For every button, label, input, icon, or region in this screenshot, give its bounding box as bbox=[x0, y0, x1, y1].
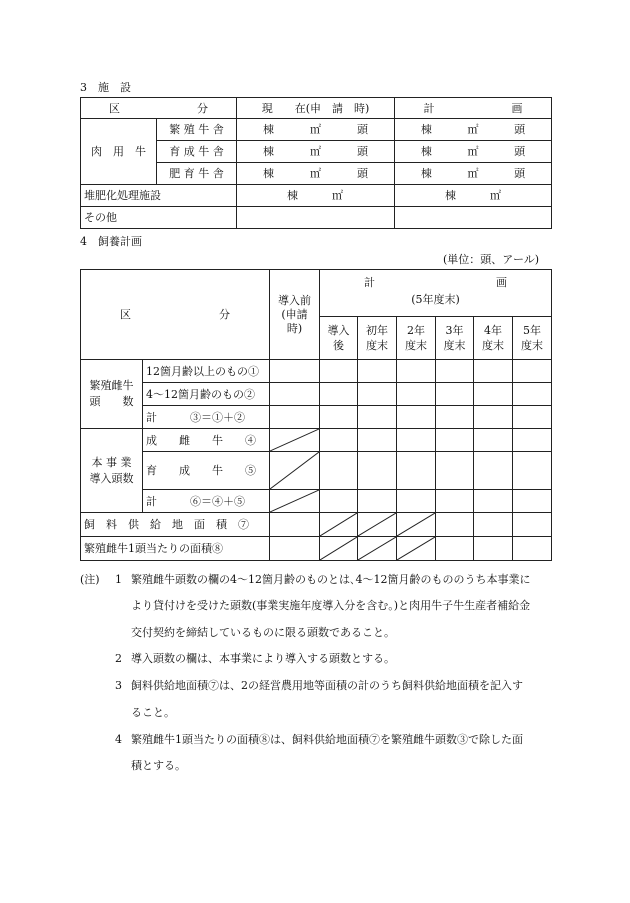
diagonal-cell bbox=[320, 513, 358, 537]
facility-plan-cell: 棟 ㎡ 頭 bbox=[395, 141, 552, 163]
other-plan-cell bbox=[395, 207, 552, 229]
facility-current-cell: 棟 ㎡ 頭 bbox=[237, 119, 395, 141]
plan-row-label: 12箇月齢以上のもの① bbox=[143, 360, 270, 383]
plan-row-label: 4～12箇月齢のもの② bbox=[143, 383, 270, 406]
plan-col-header: 5年 度末 bbox=[513, 317, 552, 360]
note-line: 交付契約を締結しているものに限る頭数であること。 bbox=[131, 626, 395, 639]
compost-current-cell: 棟 ㎡ bbox=[237, 185, 395, 207]
other-facility-label: その他 bbox=[81, 207, 237, 229]
facilities-header-category: 区 分 bbox=[81, 98, 237, 119]
note-line: 飼料供給地面積⑦は、2の経営農用地等面積の計のうち飼料供給地面積を記入す bbox=[131, 679, 523, 692]
facility-current-cell: 棟 ㎡ 頭 bbox=[237, 141, 395, 163]
diagonal-cell bbox=[358, 537, 397, 561]
note-line: 繁殖雌牛1頭当たりの面積⑧は、飼料供給地面積⑦を繁殖雌牛頭数③で除した面 bbox=[131, 733, 523, 746]
other-current-cell bbox=[237, 207, 395, 229]
plan-col-header: 3年 度末 bbox=[436, 317, 474, 360]
facilities-group-label: 肉 用 牛 bbox=[81, 119, 157, 185]
plan-col-header: 導入 後 bbox=[320, 317, 358, 360]
plan-col-header: 2年 度末 bbox=[397, 317, 436, 360]
diagonal-cell bbox=[397, 537, 436, 561]
compost-plan-cell: 棟 ㎡ bbox=[395, 185, 552, 207]
diagonal-cell bbox=[358, 513, 397, 537]
section3-title: 3 施 設 bbox=[80, 81, 131, 94]
facilities-header-plan: 計 画 bbox=[395, 98, 552, 119]
facilities-table bbox=[80, 97, 552, 229]
note-line: 導入頭数の欄は、本事業により導入する頭数とする。 bbox=[131, 652, 395, 665]
facility-row-label: 繁 殖 牛 舎 bbox=[157, 119, 237, 141]
breeding-plan-table bbox=[80, 269, 552, 561]
note-number: 4 bbox=[115, 733, 122, 746]
facility-current-cell: 棟 ㎡ 頭 bbox=[237, 163, 395, 185]
facilities-header-current: 現 在(申 請 時) bbox=[237, 98, 395, 119]
section4-title: 4 飼養計画 bbox=[80, 235, 142, 248]
facility-row-label: 肥 育 牛 舎 bbox=[157, 163, 237, 185]
plan-row-label: 計 ③＝①＋② bbox=[143, 406, 270, 429]
plan-header-category: 区 分 bbox=[81, 270, 270, 360]
facility-plan-cell: 棟 ㎡ 頭 bbox=[395, 119, 552, 141]
note-line: 積とする。 bbox=[131, 759, 186, 772]
facility-row-label: 育 成 牛 舎 bbox=[157, 141, 237, 163]
plan-col-header: 初年 度末 bbox=[358, 317, 397, 360]
notes-label: (注) bbox=[80, 573, 100, 586]
group-introduced: 本 事 業 導入頭数 bbox=[81, 429, 143, 513]
plan-header-before: 導入前 (申請 時) bbox=[270, 270, 320, 360]
note-line: 繁殖雌牛頭数の欄の4～12箇月齢のものとは､4～12箇月齢のもののうち本事業に bbox=[131, 573, 531, 586]
note-number: 1 bbox=[115, 573, 122, 586]
per-head-area-label: 繁殖雌牛1頭当たりの面積⑧ bbox=[81, 537, 270, 561]
plan-row-label: 計 ⑥＝④＋⑤ bbox=[143, 490, 270, 513]
plan-header-plan: 計 画 (5年度末) bbox=[320, 270, 552, 317]
diagonal-cell bbox=[270, 429, 320, 452]
note-line: より貸付けを受けた頭数(事業実施年度導入分を含む｡)と肉用牛子牛生産者補給金 bbox=[131, 599, 531, 612]
note-number: 3 bbox=[115, 679, 122, 692]
unit-label: (単位：頭、アール) bbox=[443, 253, 540, 266]
diagonal-cell bbox=[320, 537, 358, 561]
diagonal-cell bbox=[397, 513, 436, 537]
plan-col-header: 4年 度末 bbox=[474, 317, 513, 360]
diagonal-cell bbox=[270, 490, 320, 513]
facility-plan-cell: 棟 ㎡ 頭 bbox=[395, 163, 552, 185]
note-number: 2 bbox=[115, 652, 122, 665]
diagonal-cell bbox=[270, 452, 320, 490]
feed-area-label: 飼 料 供 給 地 面 積 ⑦ bbox=[81, 513, 270, 537]
group-breeding-cows: 繁殖雌牛 頭 数 bbox=[81, 360, 143, 429]
note-line: ること。 bbox=[131, 706, 175, 719]
plan-row-label: 成 雌 牛 ④ bbox=[143, 429, 270, 452]
compost-facility-label: 堆肥化処理施設 bbox=[81, 185, 237, 207]
plan-row-label: 育 成 牛 ⑤ bbox=[143, 452, 270, 490]
